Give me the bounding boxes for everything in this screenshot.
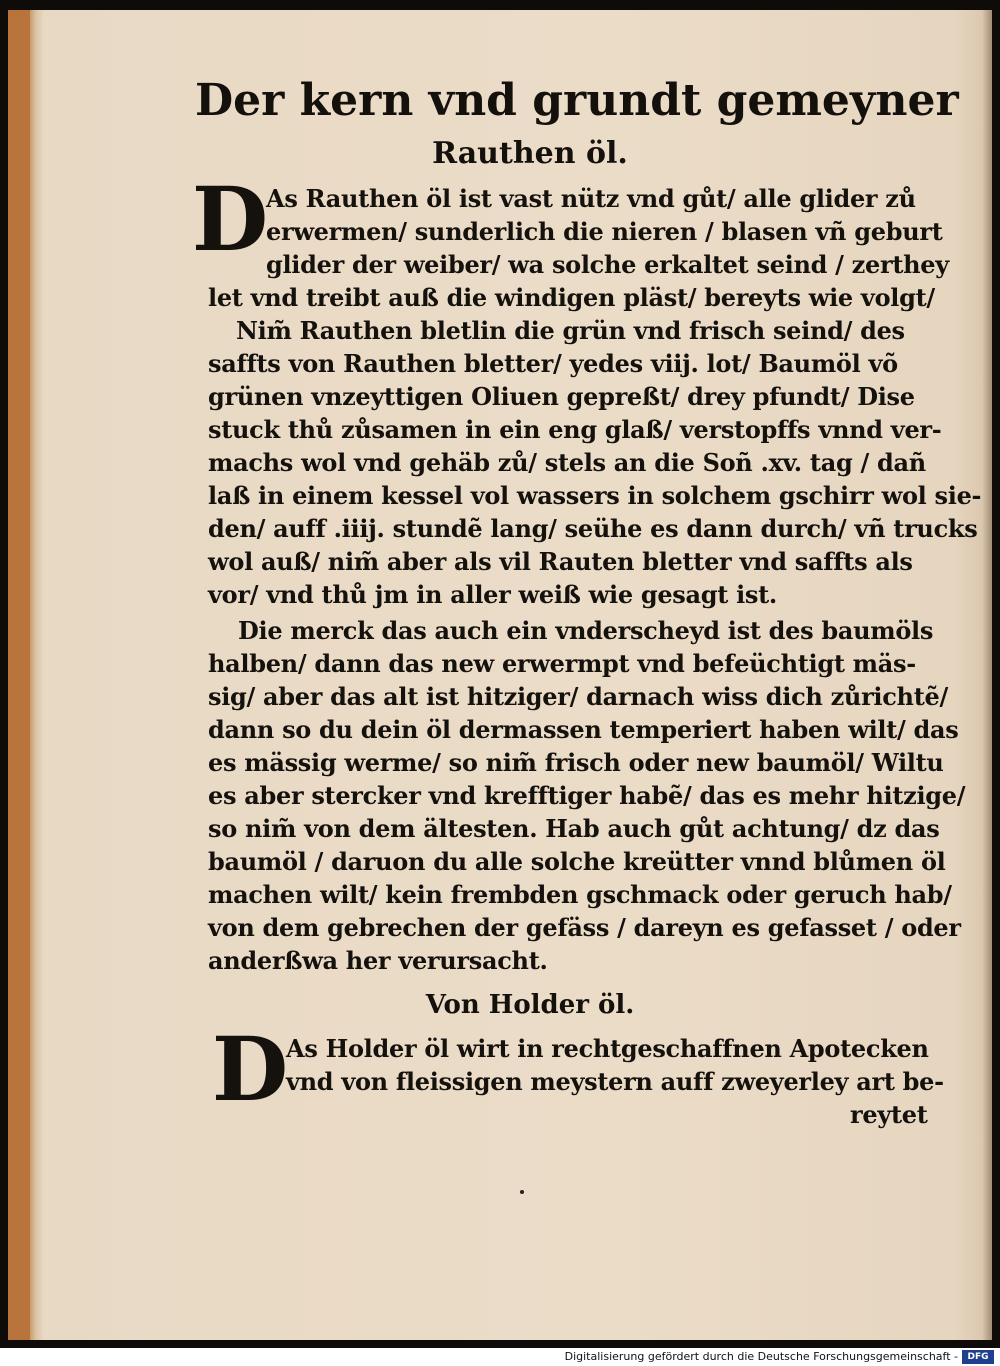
text-line: baumöl / daruon du alle solche kreütter vnnd blůmen öl (208, 847, 946, 876)
text-line: As Rauthen öl ist vast nütz vnd gůt/ alle glider zů (266, 184, 916, 213)
catchword: reytet (850, 1100, 928, 1129)
text-line: Die merck das auch ein vnderscheyd ist des baumöls (238, 616, 934, 645)
page-title: Der kern vnd grundt gemeyner (195, 75, 959, 126)
text-line: wol auß/ nim̃ aber als vil Rauten bletter vnd saffts als (208, 547, 913, 576)
drop-cap-initial: D (211, 1017, 289, 1121)
text-line: machen wilt/ kein frembden gschmack oder geruch hab/ (208, 880, 952, 909)
text-line: vnd von fleissigen meystern auff zweyerley art be- (286, 1067, 944, 1096)
text-line: let vnd treibt auß die windigen pläst/ bereyts wie volgt/ (208, 283, 935, 312)
text-line: vor/ vnd thů jm in aller weiß wie gesagt ist. (208, 580, 777, 609)
text-line: glider der weiber/ wa solche erkaltet seind / zerthey (266, 250, 949, 279)
text-line: sig/ aber das alt ist hitziger/ darnach wiss dich zůrichtẽ/ (208, 682, 948, 711)
text-line: machs wol vnd gehäb zů/ stels an die Soñ .xv. tag / dañ (208, 448, 926, 477)
footer-credit-text: Digitalisierung gefördert durch die Deutsche Forschungsgemeinschaft - (564, 1350, 958, 1363)
text-line: es aber stercker vnd krefftiger habẽ/ das es mehr hitzige/ (208, 781, 966, 810)
paragraph-baumoel (178, 614, 966, 977)
drop-cap-initial: D (191, 167, 269, 271)
text-line: As Holder öl wirt in rechtgeschaffnen Apotecken (286, 1034, 929, 1063)
text-line: dann so du dein öl dermassen temperiert haben wilt/ das (208, 715, 959, 744)
dfg-logo-icon: DFG (962, 1350, 994, 1364)
section-title-holder: Von Holder öl. (425, 990, 635, 1020)
section-title-rauthen: Rauthen öl. (432, 136, 628, 171)
footer-bar (0, 1348, 1000, 1366)
text-line: von dem gebrechen der gefäss / dareyn es gefasset / oder (208, 913, 961, 942)
paragraph-rauthen (178, 182, 982, 611)
text-line: grünen vnzeyttigen Oliuen gepreßt/ drey pfundt/ Dise (208, 382, 915, 411)
text-line: es mässig werme/ so nim̃ frisch oder new baumöl/ Wiltu (208, 748, 944, 777)
text-line: saffts von Rauthen bletter/ yedes viij. lot/ Baumöl võ (208, 349, 898, 378)
paragraph-holder (178, 1032, 944, 1131)
text-line: Nim̃ Rauthen bletlin die grün vnd frisch seind/ des (236, 316, 905, 345)
text-line: stuck thů zůsamen in ein eng glaß/ verstopffs vnnd ver- (208, 415, 942, 444)
text-line: halben/ dann das new erwermpt vnd befeüchtigt mäs- (208, 649, 916, 678)
text-line: so nim̃ von dem ältesten. Hab auch gůt achtung/ dz das (208, 814, 940, 843)
page-edge-shadow (982, 10, 992, 1340)
text-line: anderßwa her verursacht. (208, 946, 548, 975)
text-line: erwermen/ sunderlich die nieren / blasen vñ geburt (266, 217, 943, 246)
ink-speck (520, 1190, 524, 1194)
text-line: den/ auff .iiij. stundẽ lang/ seühe es dann durch/ vñ trucks (208, 514, 978, 543)
text-line: laß in einem kessel vol wassers in solchem gschirr wol sie- (208, 481, 982, 510)
